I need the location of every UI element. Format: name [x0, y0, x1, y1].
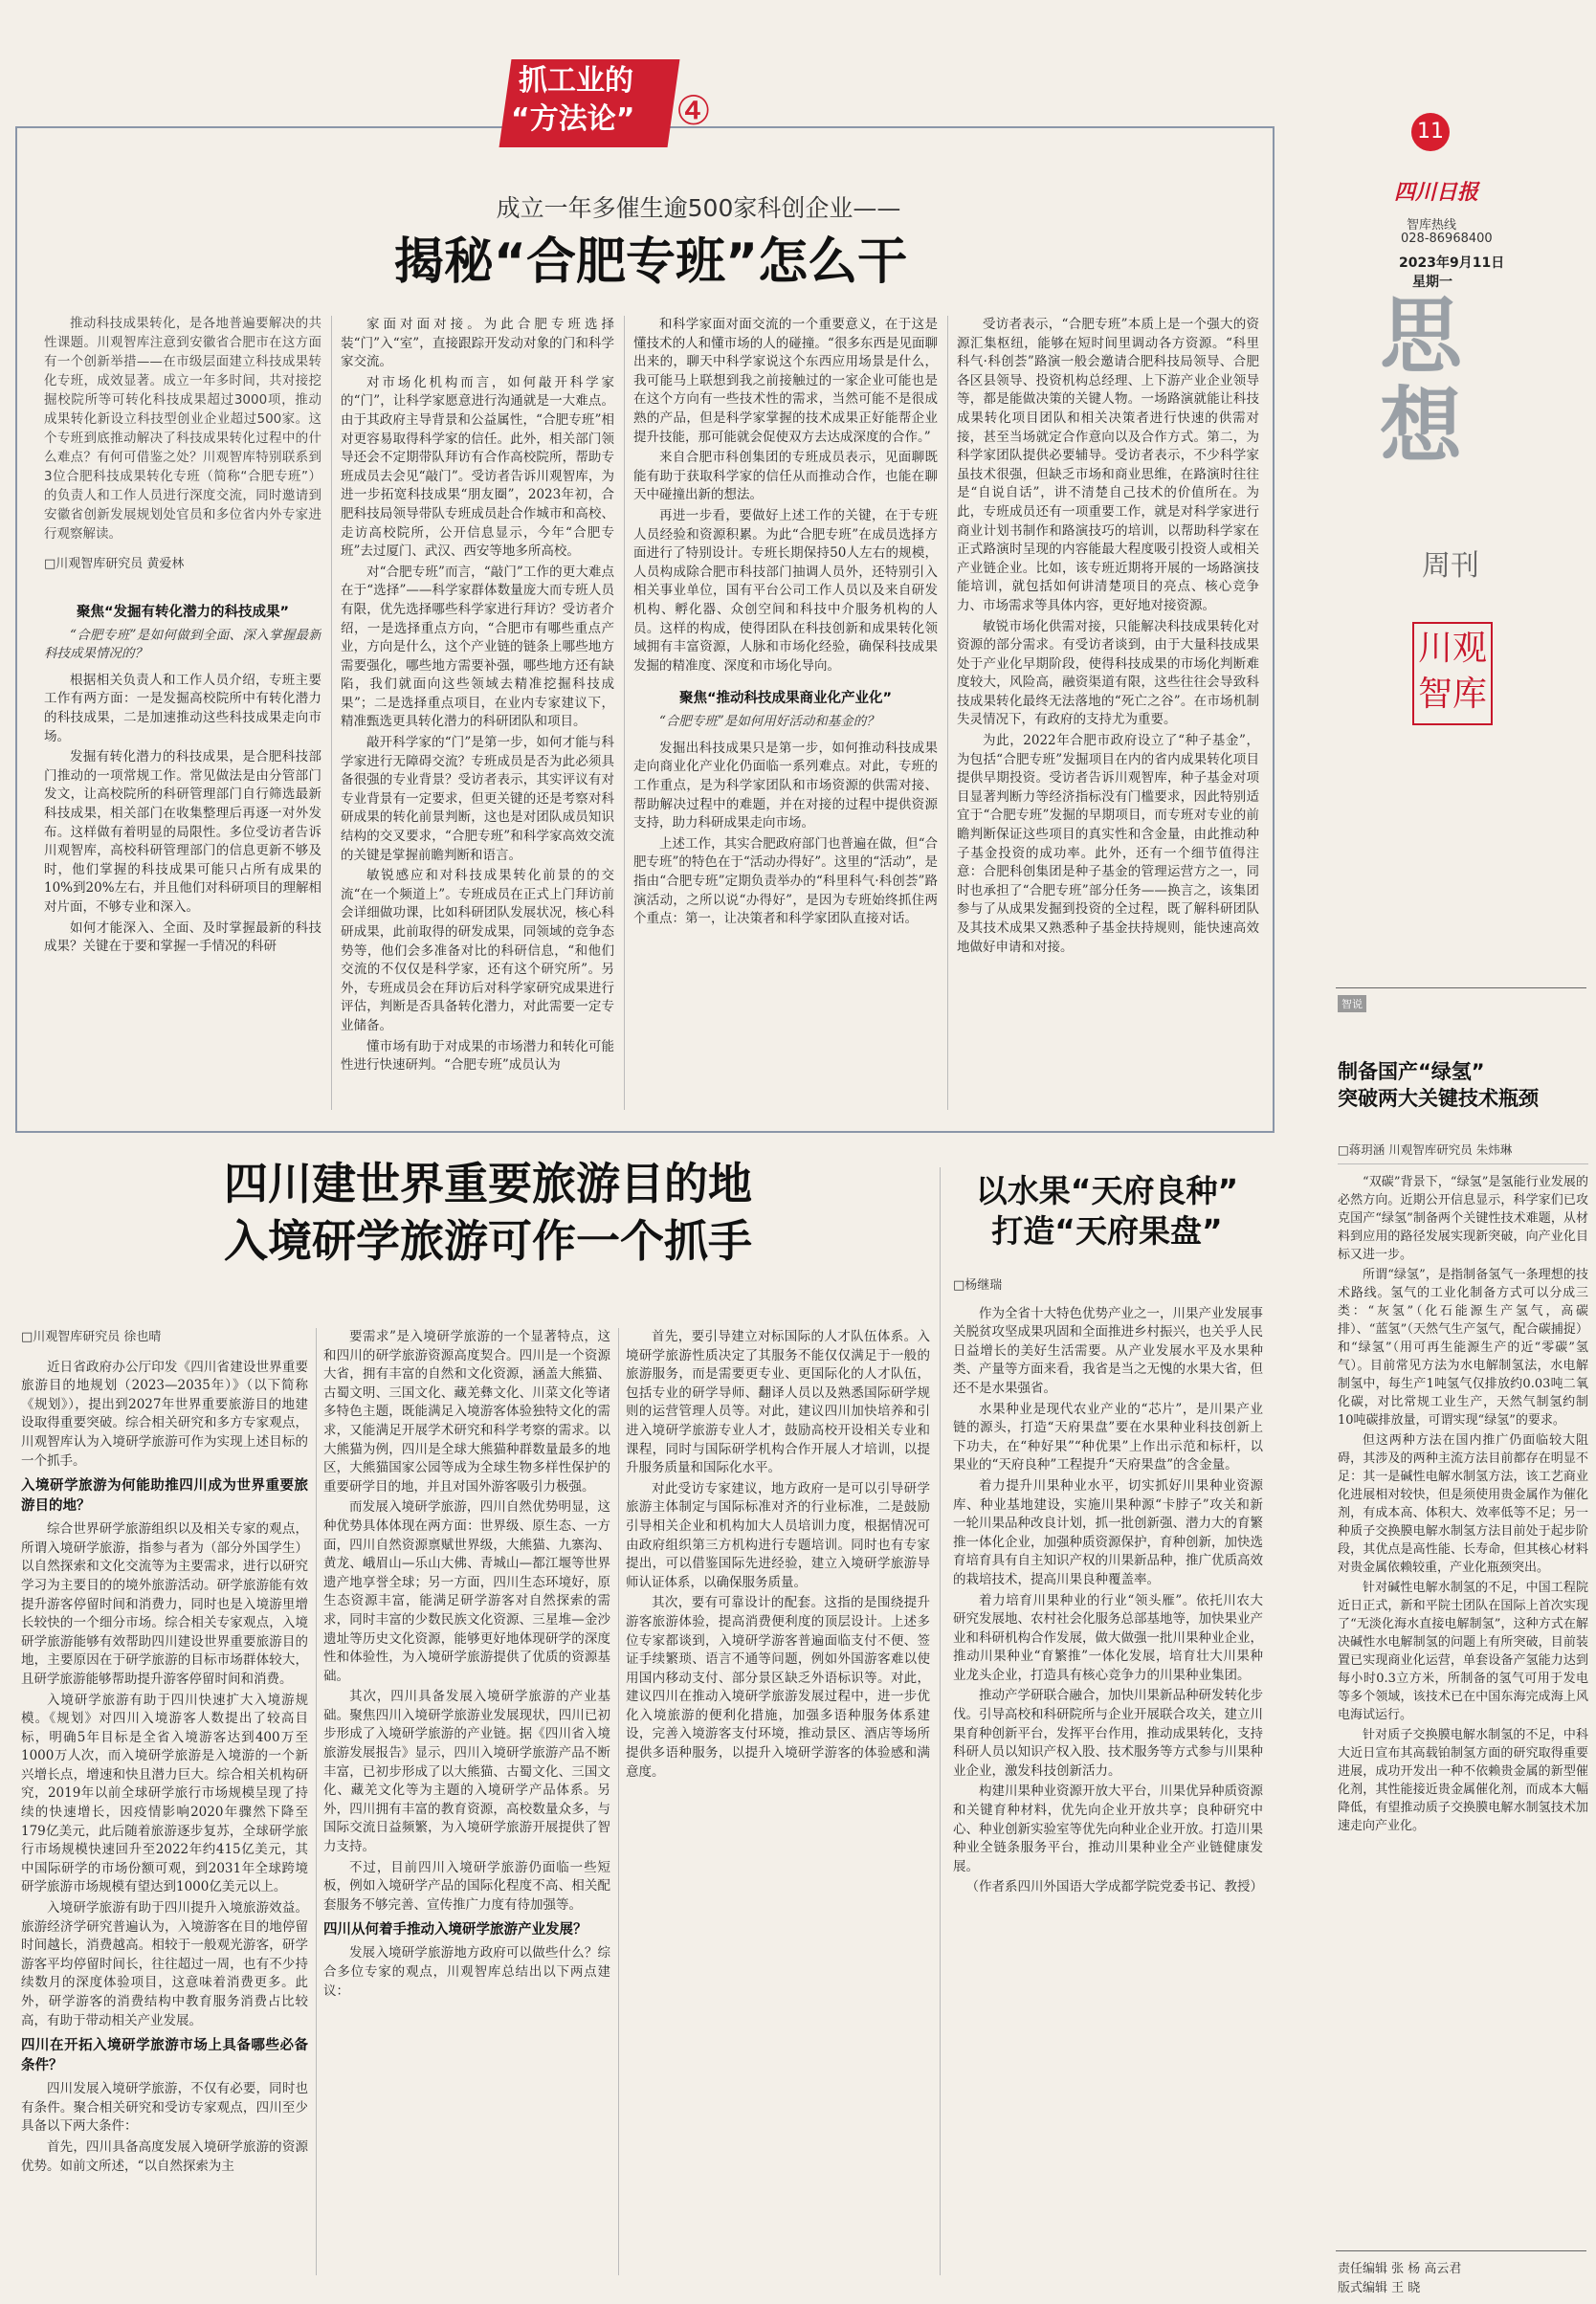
paragraph: 四川发展入境研学旅游，不仅有必要，同时也有条件。聚合相关研究和受访专家观点，四川至少具备以下两大条件：	[21, 2081, 308, 2135]
paragraph: 针对碱性电解水制氢的不足，中国工程院近日正式，新和平院士团队在国际上首次实现了“无淡化海水直接电解制氢”，这种方式在解决碱性水电解制氢的问题上有所突破，目前装置已实现商业化运营，单套设备产氢能力达到每小时0.3立方米，所制备的氢气可用于发电等多个领域，该技术已在中国东海完成海上风电海试运行。	[1338, 1581, 1588, 1722]
article3-headline-line-2: 打造“天府果盘”	[991, 1212, 1223, 1250]
paragraph: 而发展入境研学旅游，四川自然优势明显，这种优势具体体现在两方面：世界级、原生态、一方面，四川自然资源禀赋世界级，大熊猫、九寨沟、黄龙、峨眉山—乐山大佛、青城山—都江堰等世界遗产地享誉全球；另一方面，四川生态环境好，原生态资源丰富，能满足研学游客对自然探索的需求，同时丰富的少数民族文化资源、三星堆—金沙遗址等历史文化资源，能够更好地体现研学的深度性和体验性，为入境研学旅游提供了优质的资源基础。	[323, 1499, 610, 1684]
paragraph: 但这两种方法在国内推广仍面临较大阻碍，其涉及的两种主流方法目前都存在明显不足：其一是碱性电解水制氢方法，该工艺商业化进展相对较快，但是须使用贵金属作为催化剂，有成本高、体积大、效率低等不足；另一种质子交换膜电解水制氢方法目前处于起步阶段，其优点是高性能、长寿命，但其核心材料对贵金属依赖较重，产业化瓶颈突出。	[1338, 1433, 1588, 1575]
paragraph: 针对质子交换膜电解水制氢的不足，中科大近日宣布其高载铂制氢方面的研究取得重要进展，成功开发出一种不依赖贵金属的新型催化剂，其性能接近贵金属催化剂，而成本大幅降低，有望推动质子交换膜电解水制氢技术加速走向产业化。	[1338, 1728, 1588, 1833]
sidebar-divider	[1338, 1163, 1588, 1164]
paragraph: 敏锐市场化供需对接，只能解决科技成果转化对资源的部分需求。有受访者谈到，由于大量科技成果处于产业化早期阶段，使得科技成果的市场化判断难度较大，风险高，融资渠道有限，这些往往会导致科技成果转化最终无法落地的“死亡之谷”。在市场机制失灵情况下，有政府的支持尤为重要。	[957, 618, 1259, 728]
paragraph: 和科学家面对面交流的一个重要意义，在于这是懂技术的人和懂市场的人的碰撞。“很多东西是见面聊出来的，聊天中科学家说这个东西应用场景是什么，我可能马上联想到我之前接触过的一家企业可能也是在这个方向有一些技术性的需求，当然可能不是很成熟的产品，但是科学家掌握的技术成果正好能帮企业提升技能，那可能就会促使双方去达成深度的合作。”	[633, 317, 938, 445]
footer-editor	[1338, 2258, 1461, 2276]
sidebar-body	[1338, 1173, 1588, 2243]
column-divider	[316, 1328, 317, 2275]
column-divider	[940, 1167, 941, 2275]
column-logo-line-2: 智库	[1418, 675, 1488, 714]
paragraph: 作为全省十大特色优势产业之一，川果产业发展事关脱贫攻坚成果巩固和全面推进乡村振兴，也关乎人民日益增长的美好生活需要。从产业发展水平及水果种类、产量等方面来看，我省是当之无愧的水果大省，但还不是水果强省。	[953, 1305, 1263, 1396]
issue-date: 2023年9月11日	[1399, 255, 1505, 271]
article1-column-3	[633, 316, 938, 1118]
article2-headline-line-1: 四川建世界重要旅游目的地	[224, 1158, 752, 1209]
hotline-number: 028-86968400	[1401, 232, 1493, 246]
article3-body	[953, 1276, 1263, 2281]
article1-headline: 揭秘“合肥专班”怎么干	[393, 233, 908, 291]
paragraph: 懂市场有助于对成果的市场潜力和转化可能性进行快速研判。“合肥专班”成员认为	[341, 1038, 614, 1074]
paragraph: 着力培育川果种业的行业“领头雁”。依托川农大研究发展地、农村社会化服务总部基地等，加快果业产业和科研机构合作发展，做大做强一批川果种业企业，推动川果种业“育繁推”一体化发展，培育壮大川果种业龙头企业，打造具有核心竞争力的川果种业集团。	[953, 1592, 1263, 1683]
paragraph: 对此受访专家建议，地方政府一是可以引导研学旅游主体制定与国际标准对齐的行业标准，二是鼓励引导相关企业和机构加大人员培训力度，根据情况可由政府组织第三方机构进行专题培训。同时也有专家提出，可以借鉴国际先进经验，建立入境研学旅游导师认证体系，以确保服务质量。	[626, 1480, 930, 1590]
paragraph: 其次，四川具备发展入境研学旅游的产业基础。聚焦四川入境研学旅游业发展现状，四川已初步形成了入境研学旅游的产业链。据《四川省入境旅游发展报告》显示，四川入境研学旅游产品不断丰富，已初步形成了以大熊猫、古蜀文化、三国文化、藏羌文化等为主题的入境研学产品体系。另外，四川拥有丰富的教育资源，高校数量众多，与国际交流日益频繁，为入境研学旅游开展提供了智力支持。	[323, 1689, 610, 1855]
sidebar-tag: 智说	[1338, 995, 1366, 1012]
paragraph: 推动产学研联合融合，加快川果新品种研发转化步伐。引导高校和科研院所与企业开展联合攻关，建立川果育种创新平台，发挥平台作用，推动成果转化，支持科研人员以知识产权入股、技术服务等方式参与川果种业企业，激发科技创新活力。	[953, 1688, 1263, 1779]
paragraph: 入境研学旅游有助于四川提升入境旅游效益。旅游经济学研究普遍认为，入境游客在目的地停留时间越长，消费越高。相较于一般观光游客，研学游客平均停留时间长，往往超过一周，也有不少持续数月的深度体验项目，这意味着消费更多。此外，研学游客的消费结构中教育服务消费占比较高，有助于带动相关产业发展。	[21, 1900, 308, 2028]
article2-sub2-title: 四川在开拓入境研学旅游市场上具备哪些必备条件？	[21, 2038, 308, 2074]
hotline-label: 智库热线	[1407, 218, 1457, 233]
article3-byline: □杨继瑞	[953, 1278, 1003, 1293]
series-label-2: “方法论”	[511, 102, 635, 136]
editor-names: 张 杨 高云君	[1391, 2262, 1462, 2276]
sidebar-headline-line-1: 制备国产“绿氢”	[1338, 1060, 1485, 1083]
article1-column-2	[341, 316, 614, 1118]
column-logo-line-1: 川观	[1418, 629, 1488, 668]
paragraph: 要需求”是入境研学旅游的一个显著特点，这和四川的研学旅游资源高度契合。四川是一个资源大省，拥有丰富的自然和文化资源，涵盖大熊猫、古蜀文明、三国文化、藏羌彝文化、川菜文化等诸多特色主题，既能满足入境游客体验独特文化的需求，又能满足开展学术研究和科学考察的需求。以大熊猫为例，四川是全球大熊猫种群数量最多的地区，大熊猫国家公园等成为全球生物多样性保护的重要研学目的地，并且对国外游客吸引力极强。	[323, 1329, 610, 1495]
article2-column-1	[21, 1328, 308, 2275]
page-number-badge: 11	[1411, 113, 1450, 151]
layout-name: 王 晓	[1391, 2281, 1421, 2295]
paragraph: 首先，四川具备高度发展入境研学旅游的资源优势。如前文所述，“以自然探索为主	[21, 2138, 308, 2174]
paragraph: 家面对面对接。为此合肥专班选择装“门”入“室”，直接跟踪开发动对象的门和科学家交流。	[341, 317, 614, 370]
footer-layout	[1338, 2277, 1420, 2295]
article1-byline: □川观智库研究员 黄爱林	[44, 557, 185, 571]
paragraph: 发掘有转化潜力的科技成果，是合肥科技部门推动的一项常规工作。常见做法是由分管部门发文，让高校院所的科研管理部门自行筛选最新科技成果，相关部门在收集整理后再逐一对外发布。这样做有着明显的局限性。多位受访者告诉川观智库，高校科研管理部门的信息更新不够及时，他们掌握的科技成果可能只占所有成果的10%到20%左右，并且他们对科研项目的理解相对片面，不够专业和深入。	[44, 749, 321, 915]
paragraph: 不过，目前四川入境研学旅游仍面临一些短板，例如入境研学产品的国际化程度不高、相关配套服务不够完善、宣传推广力度有待加强等。	[323, 1859, 610, 1913]
column-divider	[618, 1328, 619, 2275]
article2-headline-line-2: 入境研学旅游可作一个抓手	[224, 1215, 752, 1267]
paragraph: 对市场化机构而言，如何敲开科学家的“门”，让科学家愿意进行沟通就是一大难点。由于其政府主导背景和公益属性，“合肥专班”相对更容易取得科学家的信任。此外，相关部门领导还会不定期带队拜访有合作高校院所，帮助专班成员去会见“敲门”。受访者告诉川观智库，为进一步拓宽科技成果“朋友圈”，2023年初，合肥科技局领导带队专班成员赴合作城市和高校、走访高校院所，公开信息显示，今年“合肥专班”去过厦门、武汉、西安等地多所高校。	[341, 374, 614, 560]
layout-label: 版式编辑	[1338, 2281, 1388, 2295]
footer-rule	[1336, 2250, 1586, 2251]
article1-sub1-title: 聚焦“发掘有转化潜力的科技成果”	[76, 604, 290, 620]
paragraph: “双碳”背景下，“绿氢”是氢能行业发展的必然方向。近期公开信息显示，科学家们已攻克国产“绿氢”制备两个关键性技术难题，从材料到应用的路径发展实现新突破，向产业化目标又进一步。	[1338, 1175, 1588, 1262]
paragraph: 其次，要有可靠设计的配套。这指的是围绕提升游客旅游体验，提高消费便利度的顶层设计。上述多位专家都谈到，入境研学游客普遍面临支付不便、签证手续繁琐、语言不通等问题，例如外国游客难以使用国内移动支付、部分景区缺乏外语标识等。对此，建议四川在推动入境研学旅游发展过程中，进一步优化入境旅游的便利化措施，加强多语种服务体系建设，完善入境游客支付环境，推动景区、酒店等场所提供多语种服务，以提升入境研学游客的体验感和满意度。	[626, 1595, 930, 1780]
weekly-title-char-1: 思	[1380, 288, 1462, 385]
article1-sub2-lead: “合肥专班”是如何用好活动和基金的？	[659, 714, 879, 730]
article3-signoff: （作者系四川外国语大学成都学院党委书记、教授）	[965, 1879, 1263, 1895]
paragraph: 近日省政府办公厅印发《四川省建设世界重要旅游目的地规划（2023—2035年）》（以下简称《规划》），提出到2027年世界重要旅游目的地建设取得重要突破。综合相关研究和多方专家观点，川观智库认为入境研学旅游可作为实现上述目标的一个抓手。	[21, 1359, 308, 1469]
paragraph: 发掘出科技成果只是第一步，如何推动科技成果走向商业化产业化仍面临一系列难点。对此，专班的工作重点，是为科学家团队和市场资源的供需对接、帮助解决过程中的难题，并在对接的过程中提供资源支持，助力科研成果走向市场。	[633, 740, 938, 831]
paragraph: 来自合肥市科创集团的专班成员表示，见面聊既能有助于获取科学家的信任从而推动合作，也能在聊天中碰撞出新的想法。	[633, 450, 938, 503]
paragraph: 构建川果种业资源开放大平台，川果优异种质资源和关键育种材料，优先向企业开放共享；良种研究中心、种业创新实验室等优先向种业企业开放。打造川果种业全链条服务平台，推动川果种业全产业链健康发展。	[953, 1783, 1263, 1874]
editor-label: 责任编辑	[1338, 2262, 1388, 2276]
column-divider	[947, 316, 948, 1110]
article2-byline: □川观智库研究员 徐也晴	[21, 1330, 162, 1344]
paragraph: 上述工作，其实合肥政府部门也普遍在做，但“合肥专班”的特色在于“活动办得好”。这里的“活动”，是指由“合肥专班”定期负责举办的“科里科气·科创荟”路演活动，之所以说“办得好”，是因为专班始终抓住两个重点：第一，让决策者和科学家团队直接对话。	[633, 835, 938, 927]
paragraph: 再进一步看，要做好上述工作的关键，在于专班人员经验和资源积累。为此“合肥专班”在成员选择方面进行了特别设计。专班长期保持50人左右的规模，人员构成除合肥市科技部门抽调人员外，还特别引入相关事业单位，国有平台公司工作人员以及来自研发机构、孵化器、众创空间和科技中介服务机构的人员。这样的构成，使得团队在科技创新和成果转化领域拥有丰富资源，人脉和市场化经验，确保科技成果发掘的精准度、深度和市场化导向。	[633, 507, 938, 674]
article1-kicker: 成立一年多催生逾500家科创企业——	[496, 194, 901, 222]
article1-intro: 推动科技成果转化，是各地普遍要解决的共性课题。川观智库注意到安徽省合肥市在这方面有一个创新举措——在市级层面建立科技成果转化专班，成效显著。成立一年多时间，共对接挖掘校院所等可转化科技成果超过3000项，推动成果转化新设立科技型创业企业超过500家。这个专班到底推动解决了科技成果转化过程中的什么难点？有何可借鉴之处？川观智库特别联系到3位合肥科技成果转化专班（简称“合肥专班”）的负责人和工作人员进行深度交流，同时邀请到安徽省创新发展规划处官员和多位省内外专家进行观察解读。	[44, 316, 321, 542]
sidebar-rule	[1336, 987, 1586, 988]
article1-column-1	[44, 314, 321, 1118]
column-logo	[1412, 622, 1493, 725]
weekly-suffix: 周刊	[1422, 549, 1479, 583]
article1-sub2-title: 聚焦“推动科技成果商业化产业化”	[678, 691, 893, 707]
sidebar-headline-line-2: 突破两大关键技术瓶颈	[1338, 1087, 1539, 1110]
series-number: ④	[676, 87, 712, 134]
paragraph: 综合世界研学旅游组织以及相关专家的观点，所谓入境研学旅游，指参与者为（部分外国学生）以自然探索和文化交流等为主要需求，进行以研究学习为主要目的的境外旅游活动。研学旅游能有效提升游客停留时间和消费力，同时也是入境游里增长较快的一个细分市场。综合相关专家观点，入境研学旅游能够有效帮助四川建设世界重要旅游目的地，主要原因在于研学旅游的目标市场群体较大，且研学旅游能够帮助提升游客停留时间和消费。	[21, 1521, 308, 1687]
paragraph: 敲开科学家的“门”是第一步，如何才能与科学家进行无障碍交流？专班成员是否为此必须具备很强的专业背景？受访者表示，其实评议有对专业背景有一定要求，但更关键的还是考察对科研成果的转化前景判断，这也是对团队成员知识结构的交叉要求，“合肥专班”和科学家高效交流的关键是掌握前瞻判断和语言。	[341, 735, 614, 863]
paragraph: 入境研学旅游有助于四川快速扩大入境游规模。《规划》对四川入境游客人数提出了较高目标，明确5年目标是全省入境游客达到400万至1000万人次，而入境研学旅游是入境游的一个新兴增长点，增速和快且潜力巨大。综合相关机构研究，2019年以前全球研学旅行市场规模呈现了持续的快速增长，因疫情影响2020年骤然下降至179亿美元，此后随着旅游逐步复苏，全球研学旅行市场规模快速回升至2022年约415亿美元，其中国际研学的市场份额可观，到2031年全球跨境研学旅游市场规模有望达到1000亿美元以上。	[21, 1692, 308, 1895]
article1-column-4	[957, 316, 1259, 1118]
paper-name: 四川日报	[1393, 180, 1478, 205]
paragraph: 对“合肥专班”而言，“敲门”工作的更大难点在于“选择”——科学家群体数量庞大而专班人员有限，优先选择哪些科学家进行拜访？受访者介绍，一是选择重点方向，“合肥市有哪些重点产业，方向是什么，这个产业链的链条上哪些地方需要强化，哪些地方需要补强，哪些地方还有缺陷，我们就面向这些领域去精准挖掘科技成果”；二是选择重点项目，在业内专家建议下，精准甄选更具转化潜力的科研团队和项目。	[341, 564, 614, 730]
paragraph: 水果种业是现代农业产业的“芯片”，是川果产业链的源头，打造“天府果盘”要在水果种业科技创新上下功夫，在“种好果”“种优果”上作出示范和标杆，以果业的“天府良种”工程提升“天府果盘”的含金量。	[953, 1401, 1263, 1473]
paragraph: 敏锐感应和对科技成果转化前景的的交流“在一个频道上”。专班成员在正式上门拜访前会详细做功课，比如科研团队发展状况，核心科研成果，此前取得的研发成果，同领域的竞争态势等，他们会多准备对比的科研信息，“和他们交流的不仅仅是科学家，还有这个研究所”。另外，专班成员会在拜访后对科学家研究成果进行评估，判断是否具备转化潜力，对此需要一定专业储备。	[341, 868, 614, 1033]
paragraph: 根据相关负责人和工作人员介绍，专班主要工作有两方面：一是发掘高校院所中有转化潜力的科技成果，二是加速推动这些科技成果走向市场。	[44, 672, 321, 744]
issue-weekday: 星期一	[1412, 275, 1452, 290]
paragraph: 为此，2022年合肥市政府设立了“种子基金”，为包括“合肥专班”发掘项目在内的省内成果转化项目提供早期投资。受访者告诉川观智库，种子基金对项目显著判断力等经济指标没有门槛要求，因此特别适宜于“合肥专班”发掘的早期项目，而专班对专业的前瞻判断保证这些项目的真实性和含金量，由此推动种子基金投资的成功率。此外，还有一个细节值得注意：合肥科创集团是种子基金的管理运营方之一，同时也承担了“合肥专班”部分任务——换言之，该集团参与了从成果发掘到投资的全过程，既了解科研团队及其技术成果又熟悉种子基金扶持规则，能快速高效地做好申请和对接。	[957, 733, 1259, 955]
column-divider	[331, 316, 332, 1110]
article2-column-2	[323, 1328, 610, 2275]
paragraph: 着力提升川果种业水平，切实抓好川果种业资源库、种业基地建设，实施川果种源“卡脖子”攻关和新一轮川果品种改良计划，抓一批创新强、潜力大的育繁推一体化企业，加强种质资源保护，育种创新，加快选育培育具有自主知识产权的川果新品种，推广优质高效的栽培技术，提高川果良种覆盖率。	[953, 1477, 1263, 1587]
article2-column-3	[626, 1328, 930, 2275]
paragraph: 如何才能深入、全面、及时掌握最新的科技成果？关键在于要和掌握一手情况的科研	[44, 919, 321, 955]
paragraph: 首先，要引导建立对标国际的人才队伍体系。入境研学旅游性质决定了其服务不能仅仅满足于一般的旅游服务，而是需要更专业、更国际化的人才队伍，包括专业的研学导师、翻译人员以及熟悉国际研学规则的运营管理人员等。对此，建议四川加快培养和引进入境研学旅游专业人才，鼓励高校开设相关专业和课程，同时与国际研学机构合作开展人才培训，以提升服务质量和国际化水平。	[626, 1329, 930, 1476]
paragraph: 发展入境研学旅游地方政府可以做些什么？综合多位专家的观点，川观智库总结出以下两点建议：	[323, 1945, 610, 1999]
article2-sub3-title: 四川从何着手推动入境研学旅游产业发展？	[323, 1922, 587, 1938]
paragraph: 所谓“绿氢”，是指制备氢气一条理想的技术路线。氢气的工业化制备方式可以分成三类：“灰氢”（化石能源生产氢气，高碳排）、“蓝氢”（天然气生产氢气，配合碳捕捉）和“绿氢”（用可再生能源生产的近“零碳”氢气）。目前常见方法为水电解制氢法，水电解制氢中，每生产1吨氢气仅排放约0.03吨二氧化碳，对比常规工业生产，天然气制氢约制10吨碳排放量，可谓实现“绿氢”的要求。	[1338, 1268, 1588, 1428]
sidebar-byline: □蒋玥涵 川观智库研究员 朱炜琳	[1338, 1142, 1513, 1157]
article2-sub1-title: 入境研学旅游为何能助推四川成为世界重要旅游目的地？	[21, 1478, 308, 1515]
paragraph: 受访者表示，“合肥专班”本质上是一个强大的资源汇集枢纽，能够在短时间里调动各方资源。“科里科气·科创荟”路演一般会邀请合肥科技局领导、合肥各区县领导、投资机构总经理、上下游产业企业领导等，都是能做决策的关键人物。一场路演就能让科技成果转化项目团队和相关决策者进行快速的供需对接，甚至当场就定合作意向以及合作方式。第二，为科学家团队提供必要辅导。受访者表示，不少科学家虽技术很强，但缺乏市场和商业思维，在路演时往往是“自说自话”，讲不清楚自己技术的价值所在。为此，专班成员还有一项重要工作，就是对科学家进行商业计划书制作和路演技巧的培训，以帮助科学家在正式路演时呈现的内容能最大程度吸引投资人或相关产业链企业。比如，该专班近期将开展的一场路演技能培训，就包括如何讲清楚项目的亮点、核心竞争力、市场需求等具体内容，更好地对接资源。	[957, 317, 1259, 613]
series-badge	[505, 54, 721, 153]
weekly-title-char-2: 想	[1380, 378, 1462, 475]
series-label-1: 抓工业的	[519, 64, 633, 98]
article3-headline-line-1: 以水果“天府良种”	[975, 1172, 1239, 1209]
column-divider	[624, 316, 625, 1110]
article1-sub1-lead: “合肥专班”是如何做到全面、深入掌握最新科技成果情况的？	[44, 627, 321, 662]
